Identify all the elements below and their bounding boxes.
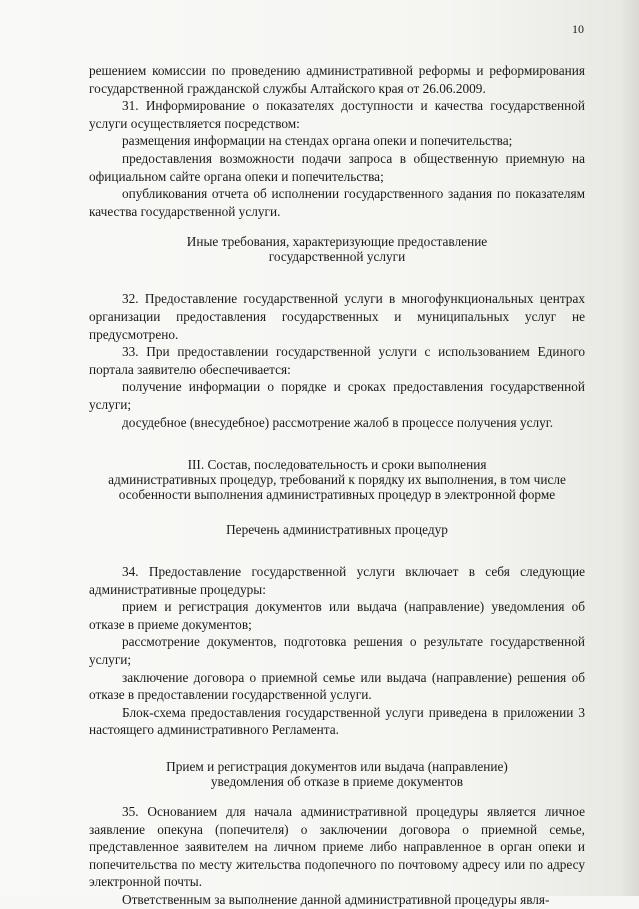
paragraph-33-lead: 33. При предоставлении государственной услуги с использованием Единого портала заявителю обеспечивается: bbox=[89, 344, 585, 377]
paragraph-33-item: получение информации о порядке и сроках предоставления государственной услуги; bbox=[89, 379, 585, 412]
heading-line: уведомления об отказе в приеме документов bbox=[210, 774, 464, 790]
page-number: 10 bbox=[572, 22, 584, 36]
paragraph-34-item: рассмотрение документов, подготовка решения о результате государственной услуги; bbox=[89, 634, 585, 668]
heading-line: Прием и регистрация документов или выдача (направление) bbox=[166, 759, 508, 775]
paragraph-36-start: Ответственным за выполнение данной административной процедуры явля- bbox=[122, 892, 550, 907]
paragraph-34-item: прием и регистрация документов или выдача (направление) уведомления об отказе в приеме документов; bbox=[89, 599, 585, 632]
paragraph-34-item: Блок-схема предоставления государственной услуги приведена в приложении 3 настоящего административного Регламента. bbox=[89, 704, 585, 738]
paragraph-34-lead: 34. Предоставление государственной услуги включает в себя следующие административные процедуры: bbox=[89, 564, 585, 597]
heading-line: государственной услуги bbox=[268, 249, 406, 265]
paragraph-31-item: размещения информации на стендах органа опеки и попечительства; bbox=[122, 133, 513, 149]
intro-paragraph: решением комиссии по проведению административной реформы и реформирования государственной гражданской службы Алтайского края от 26.06.2009. bbox=[89, 63, 585, 96]
paragraph-33-item: досудебное (внесудебное) рассмотрение жалоб в процессе получения услуг. bbox=[122, 414, 554, 430]
paragraph-31-lead: 31. Информирование о показателях доступности и качества государственной услуги осуществляется посредством: bbox=[89, 98, 585, 131]
heading-procedure-list: Перечень административных процедур bbox=[226, 522, 448, 538]
paragraph-31-item: опубликования отчета об исполнении государственного задания по показателям качества государственной услуги. bbox=[89, 186, 585, 219]
heading-line: особенности выполнения административных процедур в электронной форме bbox=[118, 487, 556, 503]
paragraph-35: 35. Основанием для начала административной процедуры является личное заявление опекуна (попечителя) о заключении договора о приемной семье, представленное заявителем на личном приеме либо направленное в орган опеки и попечительства по месту жительства подопечного по почтовому адресу или по адресу электронной почты. bbox=[89, 804, 585, 890]
heading-line: III. Состав, последовательность и сроки выполнения bbox=[187, 457, 487, 473]
heading-line: административных процедур, требований к порядку их выполнения, в том числе bbox=[108, 472, 566, 488]
heading-other-requirements bbox=[89, 234, 585, 264]
heading-line: Иные требования, характеризующие предоставление bbox=[186, 234, 488, 250]
paragraph-34-item: заключение договора о приемной семье или выдача (направление) решения об отказе в предоставлении государственной услуги. bbox=[89, 669, 585, 703]
document-body bbox=[89, 62, 585, 909]
section-3-heading bbox=[89, 457, 585, 502]
paragraph-32: 32. Предоставление государственной услуги в многофункциональных центрах организации предоставления государственных и муниципальных услуг не предусмотрено. bbox=[89, 291, 585, 342]
heading-reception bbox=[89, 759, 585, 789]
paragraph-31-item: предоставления возможности подачи запроса в общественную приемную на официальном сайте органа опеки и попечительства; bbox=[89, 150, 585, 184]
